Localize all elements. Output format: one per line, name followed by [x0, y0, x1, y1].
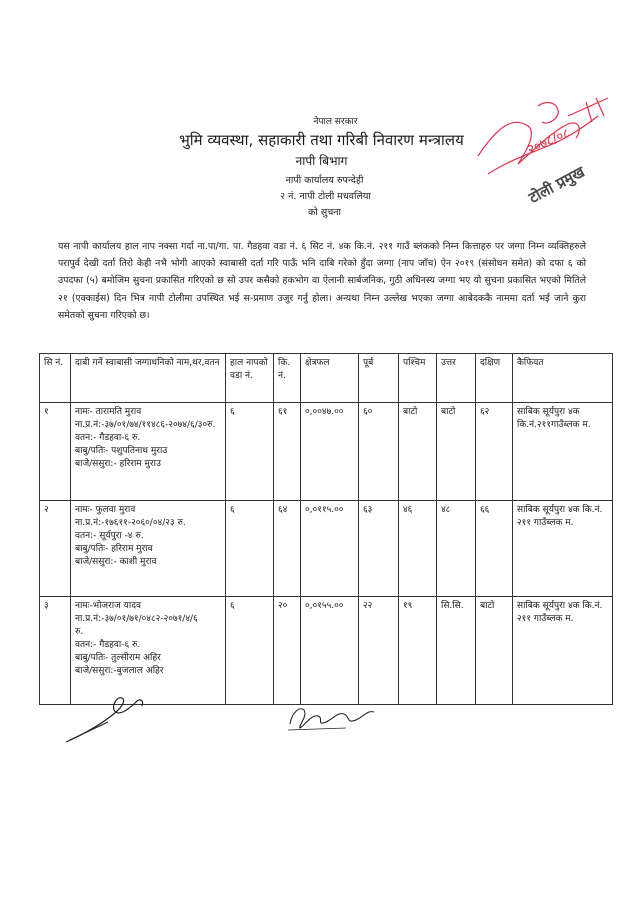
- table-header-row: [40, 354, 613, 403]
- claimant-citizenship-suffix: रु.: [75, 627, 84, 637]
- row-sn: ३: [40, 597, 71, 705]
- row-north: ४८: [437, 501, 476, 597]
- claimant-address: वतन:- सूर्यपुरा -४ रु.: [75, 531, 144, 541]
- claimant-citizenship: ना.प्र.नं:-३७/०१/७४/११४८६-२०७४/६/३०रु.: [75, 420, 216, 430]
- row-east: २२: [359, 597, 399, 705]
- row-remarks: साबिक सूर्यपुरा ४क कि.नं. २११ गाउँब्लक म.: [513, 501, 613, 597]
- claimant-grandfather: बाजे/ससुरा:- हरिराम मुराउ: [75, 459, 161, 469]
- row-ward: ६: [226, 403, 274, 501]
- stamp-text: टोली प्रमुख: [525, 162, 588, 207]
- header-south: दक्षिण: [476, 354, 513, 403]
- claimant-address: वतन:- गैडहवा-६ रु.: [75, 433, 141, 443]
- row-kitta: ६१: [274, 403, 301, 501]
- row-area: ०,०१५५.००: [301, 597, 359, 705]
- ministry-name: भुमि व्यवस्था, सहाकारी तथा गरिबी निवारण मन्त्रालय: [179, 131, 464, 149]
- left-signature: [64, 694, 148, 746]
- row-sn: २: [40, 501, 71, 597]
- row-west: ४६: [399, 501, 437, 597]
- row-south: ६६: [476, 501, 513, 597]
- row-claimant: [71, 403, 226, 501]
- table-row: [40, 597, 613, 705]
- notice-title: को सुचना: [308, 207, 341, 218]
- row-west: बाटो: [399, 403, 437, 501]
- row-south: बाटो: [476, 597, 513, 705]
- government-name: नेपाल सरकार: [313, 117, 358, 127]
- row-ward: ६: [226, 597, 274, 705]
- official-stamp: [468, 86, 618, 216]
- row-kitta: ६४: [274, 501, 301, 597]
- row-claimant: [71, 501, 226, 597]
- middle-signature: [286, 702, 378, 732]
- claimant-name: नामः- फुलवा मुराव: [75, 505, 136, 515]
- header-claimant: दाबी गर्ने स्वाबासी जग्गाधनिको नाम,थर,वतन: [71, 354, 226, 403]
- header-area: क्षेत्रफल: [301, 354, 359, 403]
- claimant-father: बाबु/पतिः- पशुपतिनाथ मुराउ: [75, 446, 168, 456]
- row-claimant: [71, 597, 226, 705]
- header-west: पश्चिम: [399, 354, 437, 403]
- claimant-name: नामः- तारामति मुराव: [75, 407, 142, 417]
- row-west: १९: [399, 597, 437, 705]
- row-ward: ६: [226, 501, 274, 597]
- table-row: [40, 403, 613, 501]
- header-ward: हाल नापको वडा नं.: [226, 354, 274, 403]
- claimant-father: बाबु/पतिः- हरिराम मुराव: [75, 544, 153, 554]
- header-east: पूर्ब: [359, 354, 399, 403]
- row-remarks: साबिक सूर्यपुरा ४क कि.नं. २११ गाउँब्लक म.: [513, 597, 613, 705]
- header-north: उत्तर: [437, 354, 476, 403]
- row-north: बाटो: [437, 403, 476, 501]
- header-sn: सि नं.: [40, 354, 71, 403]
- red-date-scrawl: २०७८/०८: [525, 125, 573, 158]
- claimant-citizenship: ना.प्र.नं:-३७/०१/७१/०४८२-२०७१/४/६: [75, 614, 198, 624]
- claimant-father: बाबु/पतिः- तुल्सीराम अहिर: [75, 653, 161, 663]
- notice-paragraph: यस नापी कार्यालय हाल नाप नक्सा गर्दा ना.पा/गा. पा. गैडहवा वडा नं. ६ सिट नं. ४क कि.नं. २११ गाउँ ब्लकको निम्न कित्ताहरु पर जग्गा निम्न व्यक्तिहरुले परापुर्व देखी दर्ता तिरो केही नभै भोगी आएको स्वाबासी दर्ता गरि पाऊँ भनि दाबि गरेको हुँदा जग्गा (नाप जाँच) ऐन २०१९ (संसोधन समेत) को दफा ६ को उपदफा (५) बमोजिम सुचना प्रकासित गरिएको छ सो उपर कसैको हकभोग वा ऐलानी सार्बजनिक, गुठी अधिनस्य जग्गा भए यो सुचना प्रकासित भएको मितिले २१ (एक्काईस) दिन भित्र नापी टोलीमा उपस्थित भई स-प्रमाण उजुर गर्नु होला। अन्यथा निम्न उल्लेख भएका जग्गा आबेदककै नाममा दर्ता भई जाने कुरा समेतको सुचना गरिएको छ।: [58, 241, 586, 321]
- row-sn: १: [40, 403, 71, 501]
- department-name: नापी बिभाग: [295, 154, 348, 168]
- office-name: नापी कार्यालय रुपन्देही: [285, 175, 364, 186]
- header-remarks: कैफियत: [513, 354, 613, 403]
- row-kitta: २०: [274, 597, 301, 705]
- claimant-name: नामः-भोजराज यादव: [75, 601, 141, 611]
- row-east: ६०: [359, 403, 399, 501]
- row-remarks: साबिक सूर्यपुरा ४क कि.नं.२११गाउँब्लक म.: [513, 403, 613, 501]
- header-kitta: कि. नं.: [274, 354, 301, 403]
- claimant-grandfather: बाजे/ससुरा:- काशी मुराव: [75, 557, 157, 567]
- table-row: [40, 501, 613, 597]
- row-area: ०,०११५.००: [301, 501, 359, 597]
- row-area: ०,००४७.००: [301, 403, 359, 501]
- team-name: २ नं. नापी टोली मधवलिया: [280, 191, 371, 202]
- row-south: ६२: [476, 403, 513, 501]
- row-north: सि.सि.: [437, 597, 476, 705]
- claims-table: [39, 353, 613, 705]
- claimant-citizenship: ना.प्र.नं:-१७६११-२०६०/०४/२३ रु.: [75, 518, 186, 528]
- row-east: ६३: [359, 501, 399, 597]
- claimant-grandfather: बाजे/ससुरा:-बुजलाल अहिर: [75, 666, 164, 676]
- claimant-address: वतन:- गैडहवा-६ रु.: [75, 640, 141, 650]
